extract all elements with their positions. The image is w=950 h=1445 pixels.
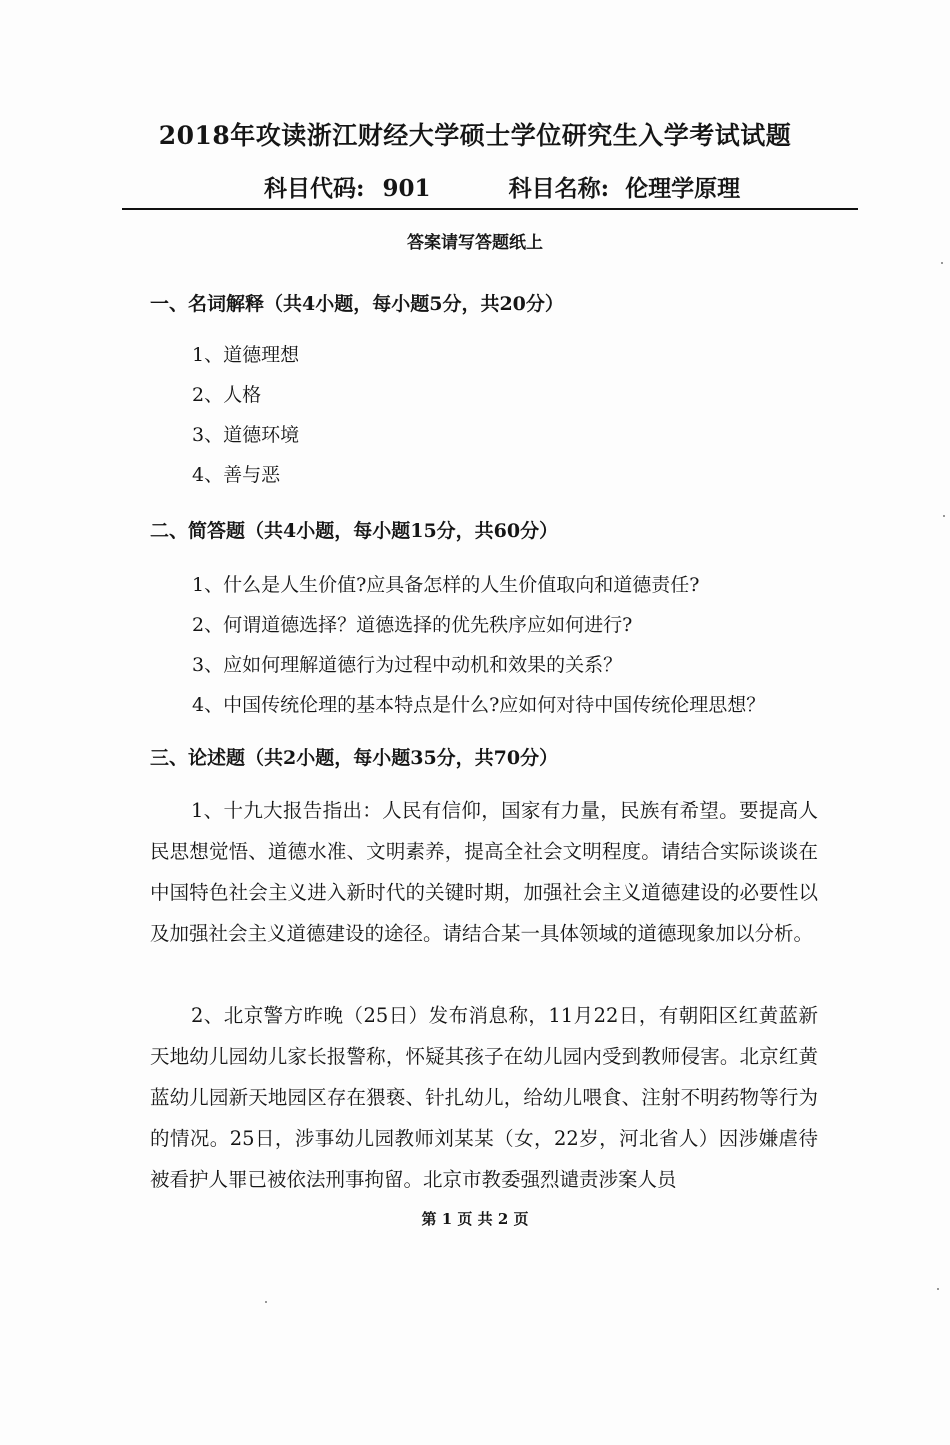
- section-3-heading: 三、论述题（共2小题，每小题35分，共70分）: [150, 747, 559, 769]
- section-2-item: 1、什么是人生价值?应具备怎样的人生价值取向和道德责任?: [192, 574, 700, 596]
- scan-speck: [941, 262, 943, 264]
- section-1-item: 2、人格: [192, 384, 262, 406]
- subject-code-label: 科目代码:: [264, 175, 365, 202]
- section-1-item: 1、道德理想: [192, 344, 300, 366]
- essay-question-2: 2、北京警方昨晚（25日）发布消息称，11月22日，有朝阳区红黄蓝新天地幼儿园幼儿家长报警称，怀疑其孩子在幼儿园内受到教师侵害。北京红黄蓝幼儿园新天地园区存在猥亵、针扎幼儿，给幼儿喂食、注射不明药物等行为的情况。25日，涉事幼儿园教师刘某某（女，22岁，河北省人）因涉嫌虐待被看护人罪已被依法刑事拘留。北京市教委强烈谴责涉案人员: [150, 1004, 818, 1191]
- subject-line: [264, 170, 740, 203]
- header-divider: [122, 208, 858, 210]
- essay-question-1: 1、十九大报告指出：人民有信仰，国家有力量，民族有希望。要提高人民思想觉悟、道德水准、文明素养，提高全社会文明程度。请结合实际谈谈在中国特色社会主义进入新时代的关键时期，加强社会主义道德建设的必要性以及加强社会主义道德建设的途径。请结合某一具体领域的道德现象加以分析。: [150, 799, 818, 945]
- section-2-item: 4、中国传统伦理的基本特点是什么?应如何对待中国传统伦理思想？: [192, 694, 766, 716]
- scan-speck: [937, 1288, 939, 1290]
- section-2-heading: 二、简答题（共4小题，每小题15分，共60分）: [150, 520, 559, 542]
- subject-code: 901: [382, 175, 431, 202]
- subject-name-label: 科目名称:: [508, 175, 610, 202]
- exam-title: 2018年攻读浙江财经大学硕士学位研究生入学考试试题: [158, 121, 792, 150]
- section-1-item: 3、道德环境: [192, 424, 300, 446]
- section-1-heading: 一、名词解释（共4小题，每小题5分，共20分）: [150, 293, 564, 315]
- subject-name: 伦理学原理: [625, 175, 741, 202]
- section-2-item: 2、何谓道德选择？道德选择的优先秩序应如何进行?: [192, 614, 633, 636]
- section-2-item: 3、应如何理解道德行为过程中动机和效果的关系？: [192, 654, 623, 676]
- section-1-item: 4、善与恶: [192, 464, 281, 486]
- scan-speck: [943, 515, 945, 517]
- answer-instruction: 答案请写答题纸上: [407, 233, 543, 253]
- page-footer: 第 1 页 共 2 页: [421, 1210, 529, 1228]
- scan-speck: [265, 1301, 267, 1303]
